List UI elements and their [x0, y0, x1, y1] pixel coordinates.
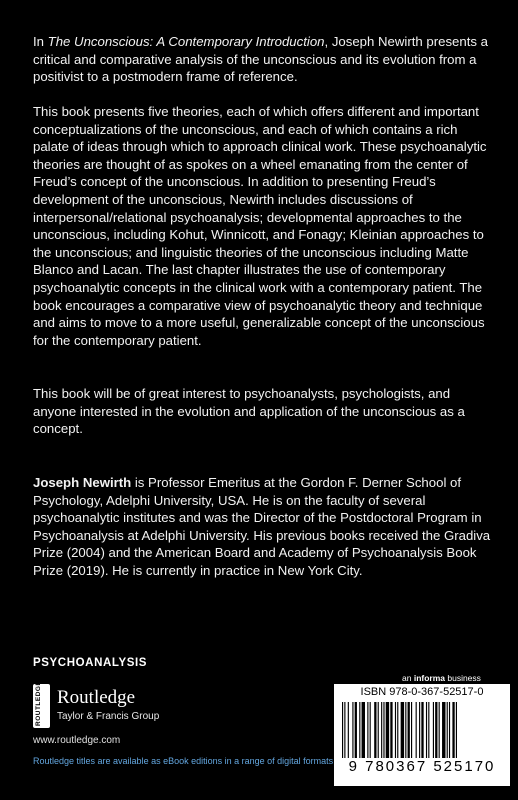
- barcode-bar: [355, 702, 357, 758]
- routledge-mark-icon: [33, 680, 50, 728]
- barcode-bar: [359, 702, 360, 758]
- barcode-bar: [442, 702, 445, 758]
- isbn-barcode-box: [334, 684, 510, 786]
- barcode-bar: [352, 702, 353, 758]
- barcode-bar: [419, 702, 420, 758]
- ebook-availability-note: Routledge titles are available as eBook editions in a range of digital formats: [33, 756, 334, 766]
- barcode-bar: [428, 702, 429, 758]
- barcode-bar: [421, 702, 423, 758]
- barcode-bar: [401, 702, 404, 758]
- isbn-label: ISBN 978-0-367-52517-0: [360, 686, 484, 698]
- subject-category: PSYCHOANALYSIS: [33, 657, 148, 669]
- barcode-bar: [370, 702, 371, 758]
- publisher-group: Taylor & Francis Group: [57, 711, 160, 722]
- description-paragraph-3: This book will be of great interest to psychoanalysts, psychologists, and anyone interested in the evolution and application of the unconscious as a concept.: [33, 386, 465, 437]
- barcode-bar: [447, 702, 448, 758]
- book-title-italic: The Unconscious: A Contemporary Introduction: [47, 34, 325, 49]
- description-paragraph-2: This book presents five theories, each of which offers different and important conceptualizations of the unconscious, and each of which contains a rich palate of ideas through which to approach clinical work. These psychoanalytic theories are thought of as spokes on a wheel emanating from the center of Freud’s concept of the unconscious. In addition to presenting Freud’s development of the unconscious, Newirth includes discussions of interpersonal/relational psychoanalysis; developmental approaches to the unconscious, including Kohut, Winnicott, and Fonagy; Kleinian approaches to the unconscious; and linguistic theories of the unconscious including Matte Blanco and Lacan. The last chapter illustrates the use of contemporary psychoanalytic concepts in the clinical work with a contemporary patient. The book encourages a comparative view of psychoanalytic theory and technique and aims to move to a more useful, generalizable concept of the unconscious for the contemporary patient.: [33, 104, 487, 348]
- barcode-bar: [411, 702, 412, 758]
- barcode-bar: [405, 702, 406, 758]
- barcode-bar: [378, 702, 379, 758]
- barcode-bar: [435, 702, 437, 758]
- informa-suffix: business: [445, 673, 481, 683]
- description-intro-text: In: [33, 34, 48, 49]
- description-intro-text-rest: , Joseph Newirth presents a critical and comparative analysis of the unconscious and its evolution from a positivist to a postmodern frame of reference.: [33, 34, 488, 85]
- routledge-logo: [33, 680, 213, 730]
- barcode-bar: [456, 702, 457, 758]
- informa-tagline: [402, 673, 481, 683]
- author-bio-text: is Professor Emeritus at the Gordon F. Derner School of Psychology, Adelphi University, USA. He is on the faculty of several psychoanalytic institutes and was the Director of the Postdoctoral Program in Psychoanalysis at Adelphi University. His previous books received the Gradiva Prize (2004) and the American Board and Academy of Psychoanalysis Book Prize (2019). He is currently in practice in New York City.: [33, 475, 491, 578]
- barcode-bar: [397, 702, 398, 758]
- barcode-bar: [383, 702, 384, 758]
- barcode-bar: [426, 702, 427, 758]
- barcode-bar: [381, 702, 382, 758]
- informa-prefix: an: [402, 673, 414, 683]
- barcode-bar: [452, 702, 454, 758]
- routledge-mark-text: ROUTLEDGE: [35, 680, 42, 726]
- barcode-bar: [390, 702, 392, 758]
- barcode-bar: [408, 702, 410, 758]
- publisher-website[interactable]: www.routledge.com: [33, 735, 121, 746]
- barcode-bar: [367, 702, 368, 758]
- barcode-icon: [342, 702, 502, 758]
- barcode-bar: [449, 702, 450, 758]
- author-name: Joseph Newirth: [33, 475, 132, 490]
- barcode-digits: 9 780367 525170: [348, 758, 496, 775]
- barcode-bar: [362, 702, 365, 758]
- publisher-name: Routledge: [57, 687, 136, 708]
- barcode-bar: [344, 702, 345, 758]
- barcode-bar: [374, 702, 376, 758]
- barcode-bar: [342, 702, 343, 758]
- informa-brand: informa: [413, 673, 445, 683]
- barcode-bar: [439, 702, 440, 758]
- barcode-bar: [395, 702, 396, 758]
- author-bio: [33, 474, 493, 580]
- barcode-bar: [416, 702, 417, 758]
- barcode-bar: [348, 702, 349, 758]
- description-paragraph-1: [33, 33, 493, 86]
- barcode-bar: [433, 702, 434, 758]
- barcode-bar: [386, 702, 389, 758]
